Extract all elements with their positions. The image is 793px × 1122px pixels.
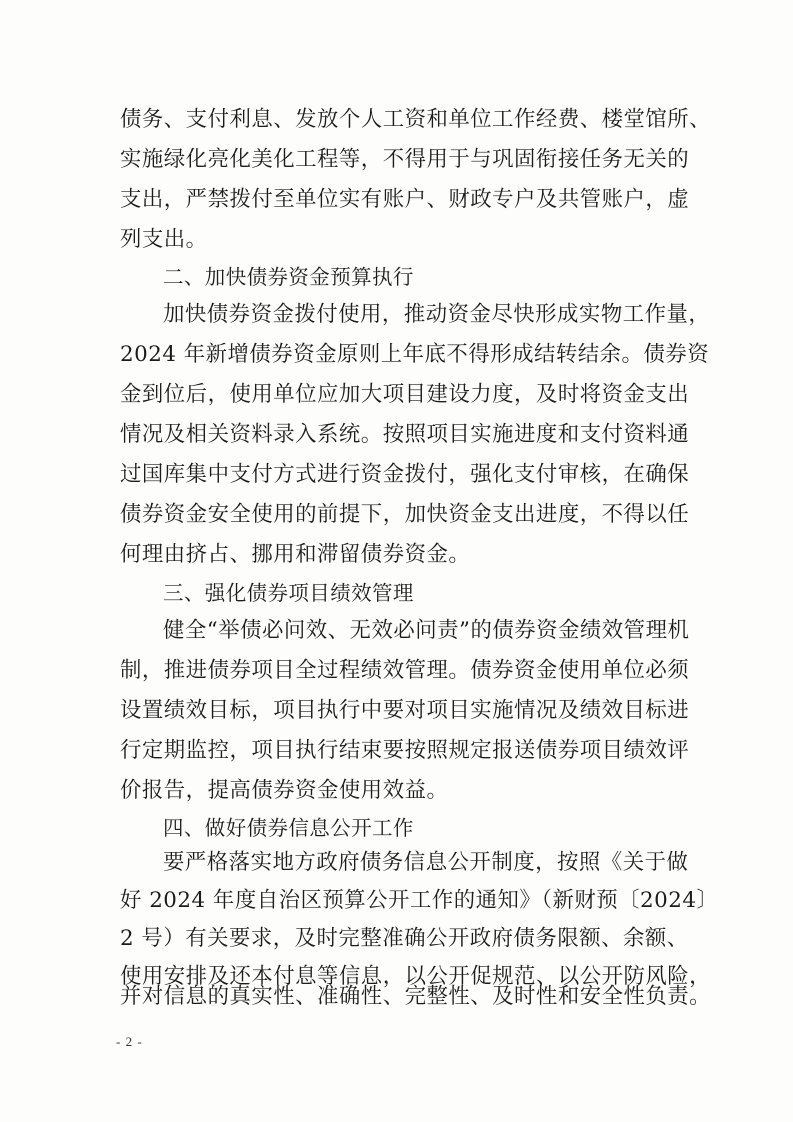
- paragraph-line: 使用安排及还本付息等信息，以公开促规范、以公开防风险，: [120, 964, 712, 989]
- paragraph-line: 加快债券资金拨付使用，推动资金尽快形成实物工作量，: [163, 302, 711, 327]
- paragraph-line: 2 号）有关要求，及时完整准确公开政府债务限额、余额、: [120, 926, 689, 951]
- paragraph-line: 列支出。: [120, 227, 208, 252]
- paragraph-line: 好 2024 年度自治区预算公开工作的通知》（新财预〔2024〕: [120, 888, 719, 913]
- paragraph-line: 债券资金安全使用的前提下，加快资金支出进度，不得以任: [120, 502, 690, 527]
- section-heading: 二、加快债券资金预算执行: [163, 265, 414, 289]
- paragraph-line: 要严格落实地方政府债务信息公开制度，按照《关于做: [163, 850, 689, 875]
- paragraph-line: 2024 年新增债券资金原则上年底不得形成结转结余。债券资: [120, 342, 710, 367]
- paragraph-line: 健全“举债必问效、无效必问责”的债券资金绩效管理机: [163, 618, 690, 643]
- paragraph-line: 行定期监控，项目执行结束要按照规定报送债券项目绩效评: [120, 738, 690, 763]
- paragraph-line: 实施绿化亮化美化工程等，不得用于与巩固衔接任务无关的: [120, 147, 690, 172]
- paragraph-line: 过国库集中支付方式进行资金拨付，强化支付审核，在确保: [120, 462, 690, 487]
- paragraph-line: 情况及相关资料录入系统。按照项目实施进度和支付资料通: [120, 422, 690, 447]
- paragraph-line: 制，推进债券项目全过程绩效管理。债券资金使用单位必须: [120, 658, 690, 683]
- section-heading: 三、强化债券项目绩效管理: [163, 581, 414, 605]
- paragraph-line: 金到位后，使用单位应加大项目建设力度，及时将资金支出: [120, 382, 690, 407]
- page-number: - 2 -: [116, 1034, 143, 1049]
- paragraph-line: 设置绩效目标，项目执行中要对项目实施情况及绩效目标进: [120, 698, 690, 723]
- section-heading: 四、做好债券信息公开工作: [163, 816, 414, 840]
- paragraph-line: 并对信息的真实性、准确性、完整性、及时性和安全性负责。: [120, 984, 712, 1009]
- paragraph-line: 何理由挤占、挪用和滞留债券资金。: [120, 542, 471, 567]
- paragraph-line: 支出，严禁拨付至单位实有账户、财政专户及共管账户，虚: [120, 187, 690, 212]
- paragraph-line: 债务、支付利息、发放个人工资和单位工作经费、楼堂馆所、: [120, 107, 712, 132]
- paragraph-line: 价报告，提高债券资金使用效益。: [120, 778, 449, 803]
